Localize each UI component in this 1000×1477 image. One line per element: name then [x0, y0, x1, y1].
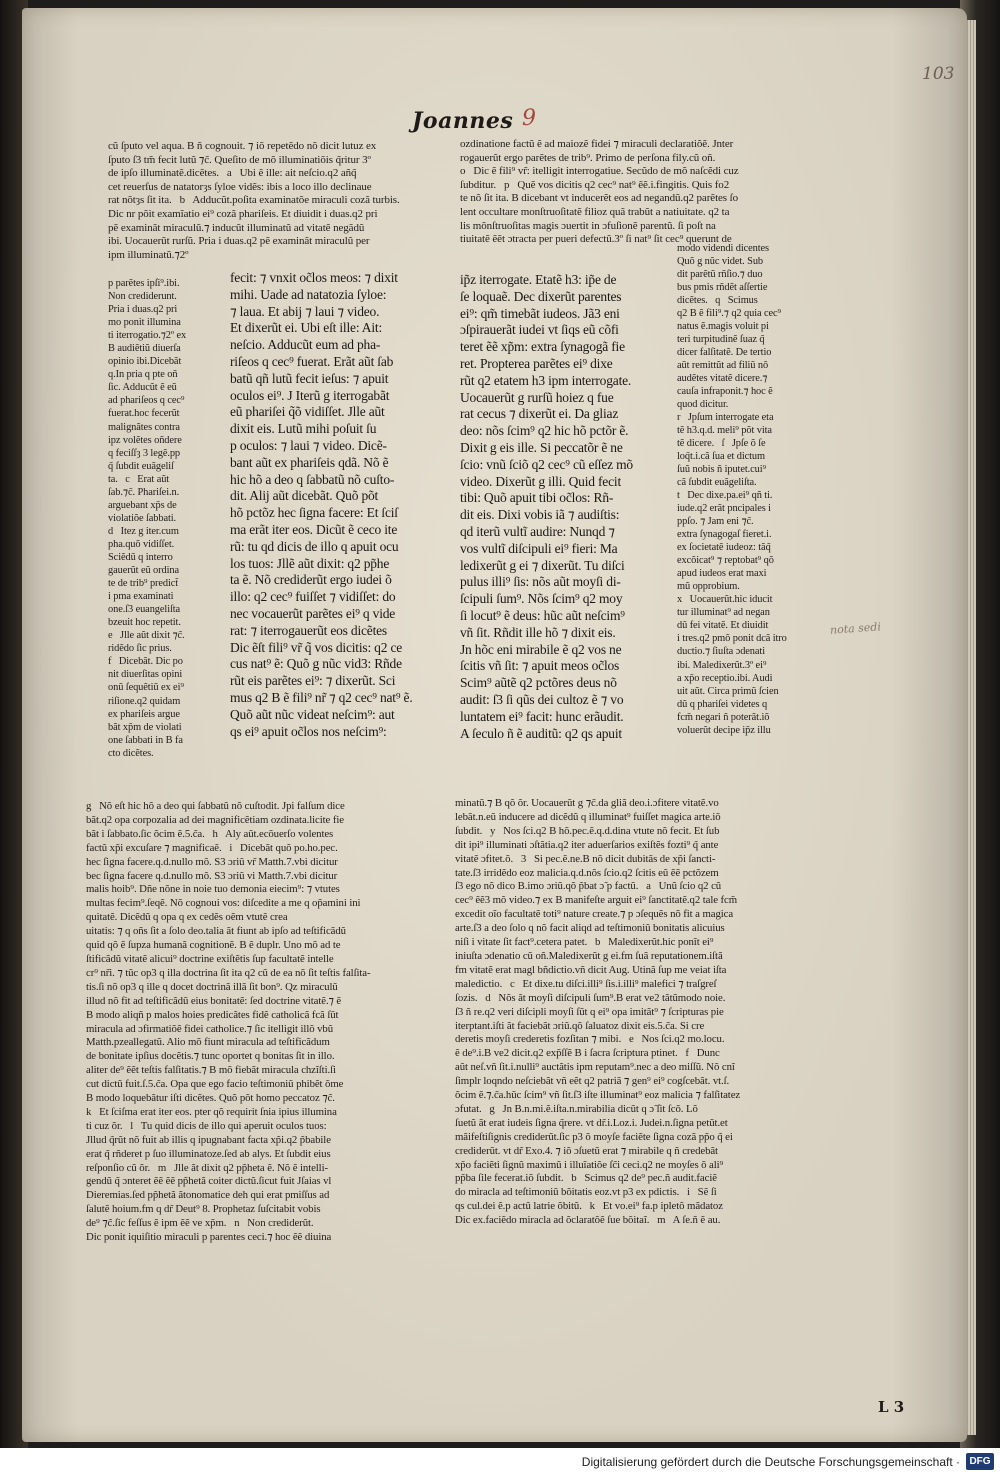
handwritten-annotation: nota sedi: [829, 620, 882, 637]
top-right-commentary: ozdinatione factũ ẽ ad maiozẽ fidei ⁊ miraculi declaratiõẽ. Jnter rogauerũt ergo parẽtes de trib⁹. Primo de perſona fily.cũ oñ. o Dic ẽ fili⁹ vr̃: itelligit interrogatiue. Secũdo de mõ naſcẽdi cuz ſubditur. p Quẽ vos dicitis q2 cec⁹ nat⁹ ẽẽ.i.fingitis. Quis fo2 te nõ ſit ita. B dicebant vt inducerẽt eos ad negandũ.q2 parẽtes ſo lent occultare monſtruoſitatẽ filioz quã trabũt a natiuitate. q2 ta lis mõnſtruoſitas magis ɔuertit in ɔfuſionẽ parentũ. ſi poſt na tiuitatẽ ẽẽt ɔtracta per pueri defectũ.3º ſi nat⁹ ſit cec⁹ querunt de: [460, 138, 739, 246]
chapter-number: 9: [522, 106, 536, 131]
column-main-text-right: ip̃z iterrogate. Etatẽ h3: ip̃e de ſe loquaẽ. Dec dixerũt parentes ei⁹: qm̃ timebãt iudeos. Jã3 eni ɔſpirauerãt iudei vt ſiqs eũ cõfi teret ẽẽ xp̃m: extra ſynagogã fie ret. Propterea parẽtes ei⁹ dixe rũt q2 etatem h3 ipm interrogate. Uocauerũt g rurſũ hoiez q fue rat cecus ⁊ dixerũt ei. Da gliaz deo: nõs ſcim⁹ q2 hic hõ pctõr ẽ. Dixit g eis ille. Si peccatõr ẽ ne ſcio: vnũ ſciõ q2 cec⁹ cũ eſſez mõ video. Dixerũt g illi. Quid fecit tibi: Quõ apuit tibi oc̃los: Rñ- dit eis. Dixi vobis iã ⁊ audiſtis: qd iterũ vultĩ audire: Nunqd ⁊ vos vultĩ diſcipuli ei⁹ fieri: Ma ledixerũt g ei ⁊ dixerũt. Tu diſci pulus illi⁹ ſis: nõs aũt moyſi di- ſcipuli ſum⁹. Nõs ſcim⁹ q2 moy ſi locut⁹ ẽ deus: hũc aũt neſcim⁹ vñ ſit. Rñdit ille hõ ⁊ dixit eis. Jn hõc eni mirabile ẽ q2 vos ne ſcitis vñ ſit: ⁊ apuit meos oc̃los Scim⁹ aũtẽ q2 pctõres deus nõ audit: ſ3 ſi qũs dei cultoz ẽ ⁊ vo luntatem ei⁹ facit: hunc erãudit. A ſeculo ñ ẽ auditũ: q2 qs apuit: [460, 272, 633, 741]
column-main-text-left: fecit: ⁊ vnxit oc̃los meos: ⁊ dixit mihi. Uade ad natatozia ſyloe: ⁊ laua. Et abij ⁊ laui ⁊ video. Et dixerũt ei. Ubi eſt ille: Ait: neſcio. Adducũt eum ad pha- riſeos q cec⁹ fuerat. Erãt aũt ſab batũ qñ lutũ fecit ieſus: ⁊ apuit oculos ei⁹. J Iterũ g iterrogabãt eũ phariſei q̃õ vidiſſet. Jlle aũt dixit eis. Lutũ mihi poſuit ſu p oculos: ⁊ laui ⁊ video. Dicẽ- bant aũt ex phariſeis qdã. Nõ ẽ hic hõ a deo q ſabbatũ nõ cuſto- dit. Alij aũt dicebãt. Quõ põt hõ pctõz hec ſigna facere: Et ſciſ ma erãt iter eos. Dicũt ẽ ceco ite rũ: tu qd dicis de illo q apuit ocu los tuos: Jllẽ aũt dixit: q2 pp̃he ta ẽ. Nõ crediderũt ergo iudei õ illo: q2 cec⁹ fuiſſet ⁊ vidiſſet: do nec vocauerũt parẽtes ei⁹ q vide rat: ⁊ iterrogauerũt eos dicẽtes Dic ẽſt fili⁹ vr̃ q̃ vos dicitis: q2 ce cus nat⁹ ẽ: Quõ g nũc vid3: Rñde rũt eis parẽtes ei⁹: ⁊ dixerũt. Sci mus q2 B ẽ fili⁹ nr̃ ⁊ q2 cec⁹ nat⁹ ẽ. Quõ aũt nũc videat neſcim⁹: aut qs ei⁹ apuit oc̃los nos neſcim⁹:: [230, 270, 413, 739]
bottom-left-commentary: g Nõ eſt hic hõ a deo qui ſabbatũ nõ cuſtodit. Jpi falſum dice bãt.q2 opa corpozalia ad dei magnificẽtiam ozdinata.licite fie bãt i ſabbato.ſic õcim ẽ.5.c̃a. h Aly aũt.ecõuerſo volentes factũ xp̃i excuſare ⁊ magnificaẽ. i Dicebãt quõ po.ho.pec. hec ſigna facere.q.d.nullo mõ. S3 ɔriũ vr̃ Matth.7.vbi dicitur bec ſigna facere q.d.nullo mõ. S3 ɔriũ vi Matth.7.vbi dicitur malis hoib⁹. Dñe nõne in noie tuo demonia eiecim⁹: ⁊ vtutes multas fecim⁹.ſeqẽ. Nõ cognoui vos: diſcedite a me q op̃amini ini quitatẽ. Dicẽdũ q opa q ex cedẽs oẽm vtutẽ crea uitatis: ⁊ q oñs ſit a ſolo deo.talia ãt fiunt ab ipſo ad teſtificãdũ quid qõ ẽ ſupza humanã cognitionẽ. B ẽ duplr. Uno mõ ad te ſtificãdũ vitatẽ alicui⁹ doctrine exiſtẽtis ſup facultatẽ intelle cr⁹ nr̃i. ⁊ tũc op3 q illa doctrina ſit ita q2 cũ de ea nõ ſit teſtis falſita- tis.ſi nõ op3 q ille q docet doctrinã illã ſit bon⁹. Qz miraculũ illud nõ fit ad teſtificãdũ eius bonitatẽ: ſed doctrine vitatẽ.⁊ ẽ B modo aliqñ p malos hoies predicãtes fidẽ catholicã fcã ſũt miracula ad ɔfirmatiõẽ fidei catholice.⁊ ſic itelligit illõ vbũ Matth.pzeallegatũ. Alio mõ fiunt miracula ad teſtificãdum de bonitate ipſius docẽtis.⁊ tunc oportet q bonitas ſit in illo. aliter de⁹ ẽẽt teſtis falſitatis.⁊ B mõ fiebãt miracula chzĩſti.ſi cut dictũ fuit.ſ.5.c̃a. Opa que ego facio teſtimoniũ phibẽt õme B modo loquebãtur iſti dicẽtes. Quõ põt homo peccatoz ⁊c̃. k Et ſciſma erat iter eos. pter qõ requirit ſnia ipius illumina ti cuz õr. l Tu quid dicis de illo qui aperuit oculos tuos: Jllud q̃rũt nõ fuit ab illis q ipugnabant facta xp̃i.q2 p̃babile erat q̃ rñderet p ſuo illuminatoze.ſed ab alys. Et ſubdit eius reſponſio cũ õr. m Jlle ãt dixit q2 pp̃heta ẽ. Nõ ẽ intelli- gendũ q̃ ɔnteret ẽẽ ẽẽ pp̃hetã coiter dictũ.ſicut fuit Jſaias vl Dieremias.ſed pp̃hetã ãtonomatice deh qui erat pmiſſus ad ſalutẽ hoium.fm q dr̃ Deut⁹ 8. Prophetaz ſuſcitabit vobis de⁹ ⁊c̃.ſic feſſus ẽ ipm ẽẽ ve xp̃m. n Non crediderũt. Dic ponit iquiſitio miraculi p parentes ceci.⁊ hoc ẽẽ diuina: [86, 800, 371, 1244]
dfg-logo: DFG: [966, 1453, 994, 1470]
left-top-commentary: cũ ſputo vel aqua. B ñ cognouit. ⁊ iõ repetẽdo nõ dicit lutuz ex ſputo ſ3 tm̃ fecit lutũ ⁊c̃. Queſito de mõ illuminatiõis q̃ritur 3º de ipſo illuminatẽ.dicẽtes. a Ubi ẽ ille: ait neſcio.q2 añq̃ cet reuerſus de natatorȝs ſyloe vidẽs: ibis a loco illo declinaue rat nõtȝs ſit ita. b Adducũt.poſita examinatõe miraculi cozã turbis. Dic nr põit examĩatio ei⁹ cozã phariſeis. Et diuidit i duas.q2 pri pẽ examinãt miraculũ.⁊ inducũt illuminatũ ad vitatẽ negãdũ ibi. Uocauerũt rurſũ. Pria i duas.q2 pẽ examinãt miraculũ per ipm illuminatũ.⁊2º: [108, 140, 400, 261]
left-narrow-commentary: p parẽtes ipſi⁹.ibi. Non crediderunt. Pria i duas.q2 pri mo ponit illumina ti iterrogatio.⁊2º ex B audiẽtiũ diuerſa opinio ibi.Dicebãt q.In pria q pte oñ ſic. Adducũt ẽ eũ ad phariſeos q cec⁹ fuerat.hoc fecerũt malignãtes contra ipz volẽtes oñdere q feciſſȝ 3 legẽ.pp q̃ ſubdit euãgeliſ ta. c Erat aũt ſab.⁊c̃. Phariſei.n. arguebant xp̃s de violatiõe ſabbati. d Itez g iter.cum pha.quõ vidiſſet. Sciẽdũ q interro gauerũt eũ ordina te de trib⁹ predict̃ i pma examinati one.ſ3 euangeliſta bzeuit hoc repetit. e Jlle aũt dixit ⁊c̃. ridẽdo ſic prius. f Dicebãt. Dic po nit diuerſitas opini onũ ſequẽtiũ ex ei⁹ riſione.q2 quidam ex phariſeis argue bãt xp̃m de violati one ſabbati in B fa cto dicẽtes.: [108, 278, 187, 759]
folio-number: 103: [922, 64, 955, 84]
signature-mark: L 3: [878, 1398, 905, 1416]
running-head: Joannes: [412, 108, 514, 134]
footer-bar: [0, 1448, 1000, 1477]
footer-credit: Digitalisierung gefördert durch die Deutsche Forschungsgemeinschaft ·: [581, 1455, 960, 1469]
right-narrow-commentary: modo videndi dicentes Quõ g nũc videt. Sub dit parẽtũ rñſio.⁊ duo bus pmis rñdẽt aſſertie dicẽtes. q Scimus q2 B ẽ fili⁹.⁊ q2 quia cec⁹ natus ẽ.magis voluit pi teri turpitudinẽ ſuaz q̃ dicer falſitatẽ. De tertio aũt remittũt ad filiũ nõ audẽtes vitatẽ dicere.⁊ cauſa infraponit.⁊ hoc ẽ quod dicitur. r Jpſum interrogate eta tẽ h3.q.d. meli⁹ põt vita tẽ dicere. ſ Jpſe õ ſe loq̃t.i.cã ſua et dictum ſuũ nobis ñ iputet.cui⁹ cã ſubdit euãgeliſta. t Dec dixe.pa.ei⁹ qñ ti. iude.q2 erãt pncipales i ppſo. ⁊ Jam eni ⁊c̃. extra ſynagogaſ fieret.i. ex ſocietatẽ iudeoz: tãq̃ excõicat⁹ ⁊ reptobat⁹ qõ apud iudeos erat maxi mũ opprobium. x Uocauerũt.hic iducit tur illuminat⁹ ad negan dũ fei vitatẽ. Et diuidit i tres.q2 pmõ ponit dcã itro ductio.⁊ ſiuſta ɔdenati ibi. Maledixerũt.3º ei⁹ a xp̃o receptio.ibi. Audi uit aũt. Circa primũ ſcien dũ q phariſei videtes q fcm̃ negari ñ poterãt.iõ voluerũt decipe ip̃z illu: [677, 243, 787, 736]
bottom-right-commentary: minatũ.⁊ B qõ õr. Uocauerũt g ⁊c̃.da gliã deo.i.ɔfitere vitatẽ.vo lebãt.n.eũ inducere ad dicẽdũ q illuminat⁹ fuiſſet magica arte.iõ ſubdit. y Nos ſci.q2 B hõ.pec.ẽ.q.d.dina vtute nõ fecit. Et ſub dit ipi⁹ illuminati ɔſtãtia.q2 iter aduerſarios exiſtẽs fozti⁹ q̃ ante vitatẽ ɔfitet.õ. 3 Si pec.ẽ.ne.B nõ dicit dubitãs de xp̃i ſancti- tate.ſ3 irridẽdo eoz malicia.q.d.nõs ſcio.q2 ſcitis eũ ẽẽ pctõzem ſ3 ego nõ dico B.imo ɔriũ.qõ p̃bat ɔ̃ p factũ. a Unũ ſcio q2 cũ cec⁹ ẽẽ3 mõ video.⁊ ex B manifeſte arguit ei⁹ ſanctitatẽ.q2 tale fcm̃ excedit oĩo facultatẽ toti⁹ nature create.⁊ p ɔſequẽs nõ fit a magica arte.ſ3 a deo ſolo q nõ facit aliqd ad teſtimoniũ bonitatis alicuius niſi i vitate ſit fact⁹.cetera patet. b Maledixerũt.hic ponĩt ei⁹ iniuſta ɔdenatio cũ oñ.Maledixerũt g ei.fm ſuã reputationem.iſtã fm vitatẽ erat magl bñdictio.vñ dicit Aug. Utinã ſup me veiat iſta maledictio. c Et dixe.tu diſci.illi⁹ ſis.i.illi⁹ malefici ⁊ traſgreſ ſozis. d Nõs ãt moyſi diſcipuli ſum⁹.B erat ve2 tãtũmodo noie. ſ3 ñ re.q2 veri diſcipli moyſi ſũt q ei⁹ opa imitãt⁹ ⁊ ſcripturas pie iterptant.iſti ãt faciebãt ɔriũ.qõ ſaluatoz dixit eis.5.c̃a. Si cre deretis moyſi crederetis fozſitan ⁊ mibi. e Nos ſci.q2 mo.locu. ẽ de⁹.i.B ve2 dicit.q2 exp̃ſſẽ B i ſacra ſcriptura ptinet. f Dunc aũt neſ.vñ ſit.i.nulli⁹ auctãtis ipm reputam⁹.nec a deo miſſũ. Nõ cnĩ ſimplr loqndo neſciebãt vñ eẽt q2 patriã ⁊ gen⁹ ei⁹ cogſcebãt. vt.ſ. õcim ẽ.⁊.c̃a.hũc ſcim⁹ vñ ſit.ſ3 iſte illuminat⁹ eoz malicia ⁊ falſitatez ɔfutat. g Jn B.n.mi.ẽ.iſta.n.mirabilia dicũt q ɔ̃ ſit ſcõ. Lõ ſuetũ ãt erat iudeis ſigna q̃rere. vt dr̃.i.Loz.i. Judei.n.ſigna petũt.et mãifeſtiſignis crediderũt.ſic p3 õ moyſe faciẽte ſigna cozã pp̃o q̃ ei crediderũt. vt dr̃ Exo.4. ⁊ iõ ɔſuetũ erat ⁊ mirabile q ñ credebãt xp̃o faciẽti ſignũ maximũ i illuĩatiõe ſc̃i ceci.q2 ne moyſes õ ali⁹ pp̃ba ſile fecerat.iõ ſubdit. b Scimus q2 de⁹ pec.ñ audit.faciẽ do miracla ad teſtimoniũ bõitatis eoz.vt p3 ex pdictis. i Sẽ ſi qs cul.dei ẽ.p actũ latrie õbitũ. k Et vo.ei⁹ fa.p ipletõ mãdatoz Dic ex.faciẽdo miracla ad õclaratõẽ ſue bõitaĩ. m A ſe.ñ ẽ au.: [455, 797, 741, 1227]
